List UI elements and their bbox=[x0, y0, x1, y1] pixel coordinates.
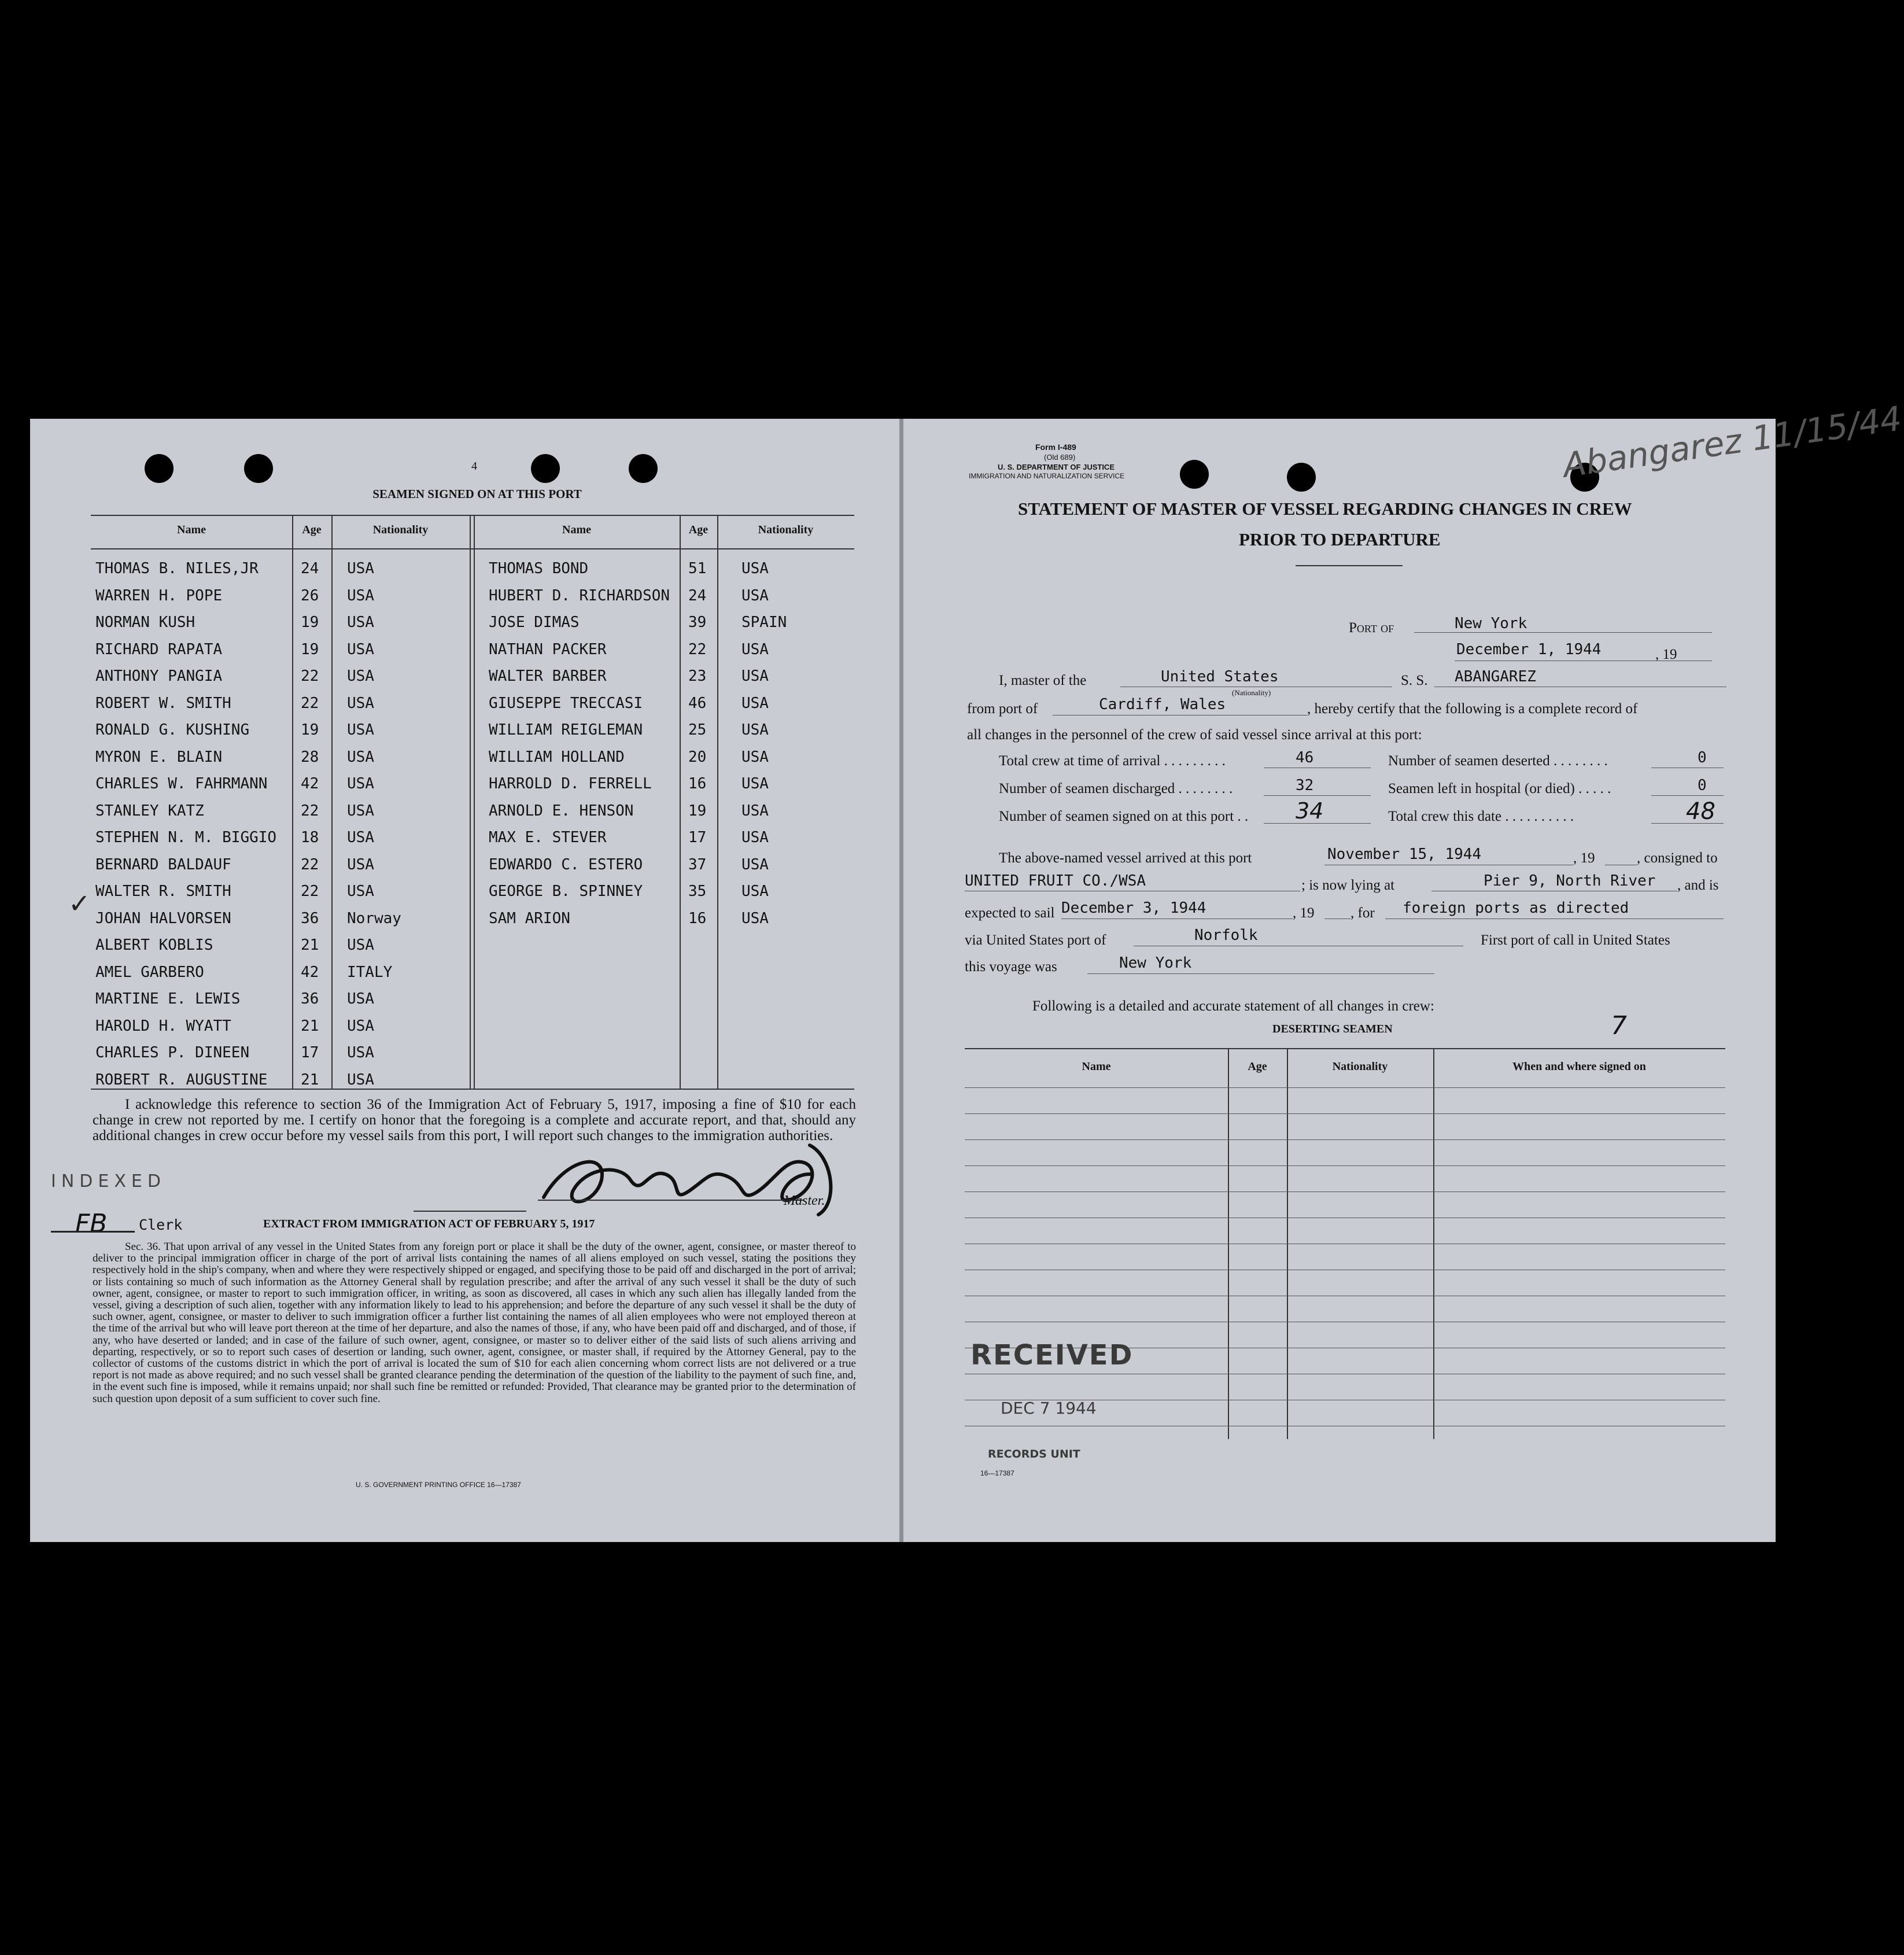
deserting-col-nationality: Nationality bbox=[1332, 1060, 1388, 1073]
table-bottom-rule bbox=[91, 1089, 854, 1090]
total-crew-arrival-value: 46 bbox=[1296, 749, 1314, 766]
following-text: Following is a detailed and accurate statement of all changes in crew: bbox=[1032, 998, 1434, 1014]
date-suffix: , 19 bbox=[1655, 647, 1677, 662]
crew-age: 19 bbox=[301, 640, 319, 658]
title-rule bbox=[1296, 565, 1403, 566]
fill-line bbox=[1651, 795, 1724, 796]
crew-age: 22 bbox=[688, 640, 707, 658]
crew-nationality: USA bbox=[741, 640, 769, 658]
crew-name: HARROLD D. FERRELL bbox=[489, 775, 652, 792]
deserting-col-name: Name bbox=[1082, 1060, 1111, 1073]
from-port-label: from port of bbox=[967, 701, 1038, 717]
crew-name: JOSE DIMAS bbox=[489, 614, 580, 631]
clerk-rule bbox=[51, 1231, 135, 1233]
total-crew-arrival-label: Total crew at time of arrival . . . . . . . . . bbox=[999, 753, 1226, 769]
master-label: Master. bbox=[784, 1193, 825, 1208]
nineteen-2: , 19 bbox=[1293, 905, 1315, 921]
crew-age: 39 bbox=[688, 614, 707, 631]
received-date: DEC 7 1944 bbox=[1001, 1399, 1097, 1418]
date-value: December 1, 1944 bbox=[1456, 641, 1602, 658]
lying-label: ; is now lying at bbox=[1301, 877, 1395, 893]
deserting-row-line bbox=[965, 1139, 1725, 1140]
crew-age: 35 bbox=[688, 883, 707, 900]
indexed-stamp: INDEXED bbox=[51, 1171, 166, 1192]
crew-name: NATHAN PACKER bbox=[489, 640, 607, 658]
crew-nationality: USA bbox=[741, 909, 769, 927]
records-unit: RECORDS UNIT bbox=[988, 1448, 1080, 1460]
master-of-label: I, master of the bbox=[999, 673, 1087, 688]
punch-hole bbox=[1287, 463, 1316, 492]
for-label: , for bbox=[1350, 905, 1375, 921]
crew-name: MAX E. STEVER bbox=[489, 829, 607, 846]
deserting-row-line bbox=[965, 1087, 1725, 1088]
crew-nationality: USA bbox=[741, 667, 769, 685]
crew-age: 21 bbox=[301, 936, 319, 954]
crew-nationality: USA bbox=[347, 748, 374, 766]
this-voyage-label: this voyage was bbox=[965, 959, 1057, 975]
lying-value: Pier 9, North River bbox=[1484, 872, 1656, 890]
crew-nationality: USA bbox=[347, 721, 374, 739]
nationality-caption: (Nationality) bbox=[1232, 688, 1271, 697]
expected-value: December 3, 1944 bbox=[1061, 899, 1206, 917]
check-mark-icon: ✓ bbox=[68, 888, 91, 919]
crew-name: RONALD G. KUSHING bbox=[95, 721, 250, 739]
port-value: New York bbox=[1455, 615, 1527, 632]
extract-rule bbox=[414, 1211, 526, 1212]
acknowledgement-text: I acknowledge this reference to section 36 of the Immigration Act of February 5, 1917, imposing a fine of $10 for each change in crew not reported by me. I certify on honor that the foregoing is a complete and accurate report, and that, should any additional changes in crew occur before my vessel sails from this port, I will report such changes to the immigration authorities. bbox=[93, 1097, 856, 1144]
crew-nationality: ITALY bbox=[347, 963, 393, 981]
crew-name: RICHARD RAPATA bbox=[95, 640, 223, 658]
column-divider bbox=[470, 515, 471, 1089]
crew-name: CHARLES W. FAHRMANN bbox=[95, 775, 268, 792]
crew-age: 21 bbox=[301, 1017, 319, 1035]
crew-age: 17 bbox=[301, 1044, 319, 1061]
crew-nationality: USA bbox=[741, 721, 769, 739]
page-number: 4 bbox=[471, 460, 477, 473]
crew-nationality: USA bbox=[347, 990, 374, 1008]
and-is: , and is bbox=[1677, 877, 1719, 893]
nationality-value: United States bbox=[1161, 668, 1279, 685]
crew-nationality: USA bbox=[347, 855, 374, 873]
crew-nationality: USA bbox=[741, 829, 769, 846]
fill-line bbox=[1414, 632, 1712, 633]
column-divider bbox=[680, 515, 681, 1089]
signed-on-label: Number of seamen signed on at this port . . bbox=[999, 809, 1249, 824]
crew-name: GIUSEPPE TRECCASI bbox=[489, 694, 643, 712]
crew-name: GEORGE B. SPINNEY bbox=[489, 883, 643, 900]
deserting-mark: 7 bbox=[1611, 1011, 1627, 1041]
crew-name: MARTINE E. LEWIS bbox=[95, 990, 241, 1008]
deserting-row-line bbox=[965, 1113, 1725, 1114]
crew-nationality: USA bbox=[741, 802, 769, 820]
crew-age: 18 bbox=[301, 829, 319, 846]
crew-name: HAROLD H. WYATT bbox=[95, 1017, 231, 1035]
first-port-label: First port of call in United States bbox=[1481, 932, 1670, 948]
crew-nationality: USA bbox=[347, 667, 374, 685]
crew-age: 21 bbox=[301, 1071, 319, 1089]
crew-name: MYRON E. BLAIN bbox=[95, 748, 223, 766]
crew-name: ROBERT W. SMITH bbox=[95, 694, 231, 712]
punch-hole bbox=[531, 454, 560, 483]
printer-code: 16—17387 bbox=[980, 1469, 1014, 1477]
fill-line bbox=[1087, 973, 1434, 974]
crew-age: 20 bbox=[688, 748, 707, 766]
crew-nationality: SPAIN bbox=[741, 614, 787, 631]
punch-hole bbox=[244, 454, 273, 483]
crew-nationality: USA bbox=[347, 614, 374, 631]
crew-name: ANTHONY PANGIA bbox=[95, 667, 223, 685]
crew-age: 36 bbox=[301, 990, 319, 1008]
crew-nationality: USA bbox=[347, 586, 374, 604]
clerk-initials: FB bbox=[75, 1209, 108, 1238]
port-label: Port of bbox=[1349, 620, 1394, 636]
deserting-title: DESERTING SEAMEN bbox=[1272, 1023, 1393, 1035]
crew-name: THOMAS B. NILES,JR bbox=[95, 560, 259, 577]
handwritten-corner-note: Abangarez 11/15/44 bbox=[1560, 399, 1904, 485]
printer-line: U. S. GOVERNMENT PRINTING OFFICE 16—17387 bbox=[356, 1481, 521, 1489]
crew-age: 22 bbox=[301, 667, 319, 685]
seamen-signed-on-title: SEAMEN SIGNED ON AT THIS PORT bbox=[372, 487, 582, 501]
ss-label: S. S. bbox=[1401, 673, 1428, 688]
col-header-name: Name bbox=[177, 523, 206, 536]
crew-name: WALTER R. SMITH bbox=[95, 883, 231, 900]
crew-age: 23 bbox=[688, 667, 707, 685]
punch-hole bbox=[145, 454, 174, 483]
expected-label: expected to sail bbox=[965, 905, 1055, 921]
crew-name: HUBERT D. RICHARDSON bbox=[489, 586, 670, 604]
nineteen-1: , 19 bbox=[1573, 850, 1595, 866]
crew-name: WILLIAM REIGLEMAN bbox=[489, 721, 643, 739]
crew-nationality: USA bbox=[741, 694, 769, 712]
crew-name: WILLIAM HOLLAND bbox=[489, 748, 625, 766]
crew-name: NORMAN KUSH bbox=[95, 614, 195, 631]
total-crew-date-value: 48 bbox=[1686, 798, 1715, 825]
crew-age: 28 bbox=[301, 748, 319, 766]
col-header-age: Age bbox=[302, 523, 322, 536]
crew-age: 24 bbox=[301, 560, 319, 577]
consignee-value: UNITED FRUIT CO./WSA bbox=[965, 872, 1146, 890]
hospital-label: Seamen left in hospital (or died) . . . . . bbox=[1388, 781, 1611, 796]
col-header-name-2: Name bbox=[562, 523, 591, 536]
deserted-label: Number of seamen deserted . . . . . . . . bbox=[1388, 753, 1608, 769]
crew-age: 19 bbox=[301, 614, 319, 631]
crew-name: ARNOLD E. HENSON bbox=[489, 802, 634, 820]
crew-age: 22 bbox=[301, 855, 319, 873]
crew-nationality: USA bbox=[741, 586, 769, 604]
crew-age: 17 bbox=[688, 829, 707, 846]
received-stamp: RECEIVED bbox=[971, 1339, 1134, 1371]
table-header-rule bbox=[91, 548, 854, 549]
form-number: Form I-489 bbox=[1035, 442, 1076, 452]
deserted-value: 0 bbox=[1698, 749, 1707, 766]
certify-text-1: , hereby certify that the following is a complete record of bbox=[1307, 701, 1638, 717]
crew-nationality: USA bbox=[347, 775, 374, 792]
crew-age: 42 bbox=[301, 775, 319, 792]
via-label: via United States port of bbox=[965, 932, 1106, 948]
crew-nationality: USA bbox=[347, 694, 374, 712]
statement-title-line1: STATEMENT OF MASTER OF VESSEL REGARDING CHANGES IN CREW bbox=[1018, 499, 1632, 519]
clerk-label: Clerk bbox=[139, 1216, 183, 1233]
extract-title: EXTRACT FROM IMMIGRATION ACT OF FEBRUARY 5, 1917 bbox=[263, 1218, 595, 1230]
crew-nationality: USA bbox=[347, 1044, 374, 1061]
via-value: Norfolk bbox=[1194, 927, 1258, 944]
crew-age: 19 bbox=[301, 721, 319, 739]
crew-age: 16 bbox=[688, 909, 707, 927]
deserting-row-line bbox=[965, 1165, 1725, 1166]
crew-nationality: USA bbox=[347, 883, 374, 900]
for-value: foreign ports as directed bbox=[1403, 899, 1629, 917]
crew-name: SAM ARION bbox=[489, 909, 570, 927]
crew-name: JOHAN HALVORSEN bbox=[95, 909, 231, 927]
punch-hole bbox=[629, 454, 658, 483]
fill-line bbox=[1264, 795, 1371, 796]
crew-nationality: USA bbox=[741, 748, 769, 766]
crew-age: 37 bbox=[688, 855, 707, 873]
crew-nationality: Norway bbox=[347, 909, 401, 927]
crew-age: 42 bbox=[301, 963, 319, 981]
crew-nationality: USA bbox=[741, 775, 769, 792]
crew-name: AMEL GARBERO bbox=[95, 963, 204, 981]
deserting-col-signed-on: When and where signed on bbox=[1512, 1060, 1646, 1073]
crew-nationality: USA bbox=[347, 560, 374, 577]
consigned-label: , consigned to bbox=[1637, 850, 1718, 866]
column-divider bbox=[717, 515, 718, 1089]
crew-age: 51 bbox=[688, 560, 707, 577]
arrived-value: November 15, 1944 bbox=[1327, 846, 1482, 863]
crew-age: 16 bbox=[688, 775, 707, 792]
this-voyage-value: New York bbox=[1119, 954, 1192, 972]
crew-name: WARREN H. POPE bbox=[95, 586, 223, 604]
crew-nationality: USA bbox=[347, 640, 374, 658]
crew-age: 24 bbox=[688, 586, 707, 604]
hospital-value: 0 bbox=[1698, 777, 1707, 794]
crew-nationality: USA bbox=[347, 1071, 374, 1089]
col-header-nationality-2: Nationality bbox=[758, 523, 814, 536]
crew-name: BERNARD BALDAUF bbox=[95, 855, 231, 873]
column-divider bbox=[292, 515, 293, 1089]
crew-name: ROBERT R. AUGUSTINE bbox=[95, 1071, 268, 1089]
certify-text-2: all changes in the personnel of the crew of said vessel since arrival at this port: bbox=[967, 727, 1422, 743]
table-top-rule bbox=[91, 515, 854, 516]
crew-nationality: USA bbox=[741, 560, 769, 577]
from-port-value: Cardiff, Wales bbox=[1099, 696, 1226, 713]
crew-age: 36 bbox=[301, 909, 319, 927]
crew-name: STANLEY KATZ bbox=[95, 802, 204, 820]
crew-name: THOMAS BOND bbox=[489, 560, 589, 577]
arrived-label: The above-named vessel arrived at this port bbox=[999, 850, 1252, 866]
extract-text: Sec. 36. That upon arrival of any vessel in the United States from any foreign port or place it shall be the duty of the owner, agent, consignee, or master thereof to deliver to the principal immigration officer in charge of the port of arrival lists containing the names of all aliens employed on such vessel, stating the positions they respectively hold in the ship's company, when and where they were respectively shipped or engaged, and specifying those to be paid off and discharged in the port of arrival; or lists containing so much of such information as the Attorney General shall by regulation prescribe; and after the arrival of any such vessel it shall be the duty of such owner, agent, consignee, or master to report to such immigration officer, in writing, as soon as discovered, all cases in which any such alien has illegally landed from the vessel, giving a description of such alien, together with any information likely to lead to his apprehension; and before the departure of any such vessel it shall be the duty of such owner, agent, consignee, or master to deliver to such immigration officer a further list containing the names of all alien employees who were not employed thereon at the time of the arrival but who will leave port thereon at the time of her departure, and also the names of those, if any, who have been paid off and discharged, and of those, if any, who have deserted or landed; and in case of the failure of such owner, agent, consignee, or master so to deliver either of the said lists of such aliens arriving and departing, respectively, or so to report such cases of desertion or landing, such owner, agent, consignee, or master shall, if required by the Attorney General, pay to the collector of customs of the customs district in which the port of arrival is located the sum of $10 for each alien concerning whom correct lists are not delivered or a true report is not made as above required; and no such vessel shall be granted clearance pending the determination of the question of the liability to the payment of such fine, and, in the event such fine is imposed, while it remains unpaid; nor shall such fine be remitted or refunded: Provided, That clearance may be granted prior to the determination of such question upon deposit of a sum sufficient to cover such fine. bbox=[93, 1241, 856, 1405]
signed-on-value: 34 bbox=[1296, 798, 1324, 824]
discharged-value: 32 bbox=[1296, 777, 1314, 794]
ship-name: ABANGAREZ bbox=[1455, 668, 1536, 685]
crew-nationality: USA bbox=[741, 883, 769, 900]
crew-age: 46 bbox=[688, 694, 707, 712]
crew-age: 19 bbox=[688, 802, 707, 820]
fill-line bbox=[1264, 823, 1371, 824]
column-divider bbox=[331, 515, 333, 1089]
column-divider bbox=[474, 515, 475, 1089]
discharged-label: Number of seamen discharged . . . . . . . . bbox=[999, 781, 1233, 796]
crew-age: 26 bbox=[301, 586, 319, 604]
crew-name: STEPHEN N. M. BIGGIO bbox=[95, 829, 277, 846]
crew-age: 22 bbox=[301, 802, 319, 820]
crew-nationality: USA bbox=[347, 936, 374, 954]
col-header-nationality: Nationality bbox=[372, 523, 429, 536]
crew-age: 25 bbox=[688, 721, 707, 739]
punch-hole bbox=[1180, 460, 1209, 489]
col-header-age-2: Age bbox=[688, 523, 709, 536]
total-crew-date-label: Total crew this date . . . . . . . . . . bbox=[1388, 809, 1574, 824]
deserting-col-age: Age bbox=[1248, 1060, 1267, 1073]
service-line: IMMIGRATION AND NATURALIZATION SERVICE bbox=[969, 472, 1125, 480]
form-old-number: (Old 689) bbox=[1044, 453, 1076, 462]
fill-line bbox=[1651, 823, 1724, 824]
crew-age: 22 bbox=[301, 694, 319, 712]
department-line: U. S. DEPARTMENT OF JUSTICE bbox=[998, 463, 1115, 471]
crew-name: ALBERT KOBLIS bbox=[95, 936, 213, 954]
crew-name: WALTER BARBER bbox=[489, 667, 607, 685]
master-signature bbox=[532, 1134, 879, 1226]
deserting-table-top bbox=[965, 1048, 1725, 1049]
crew-nationality: USA bbox=[347, 829, 374, 846]
crew-age: 22 bbox=[301, 883, 319, 900]
crew-nationality: USA bbox=[347, 1017, 374, 1035]
crew-name: CHARLES P. DINEEN bbox=[95, 1044, 250, 1061]
crew-nationality: USA bbox=[741, 855, 769, 873]
crew-name: EDWARDO C. ESTERO bbox=[489, 855, 643, 873]
crew-nationality: USA bbox=[347, 802, 374, 820]
statement-title-line2: PRIOR TO DEPARTURE bbox=[1239, 529, 1441, 549]
